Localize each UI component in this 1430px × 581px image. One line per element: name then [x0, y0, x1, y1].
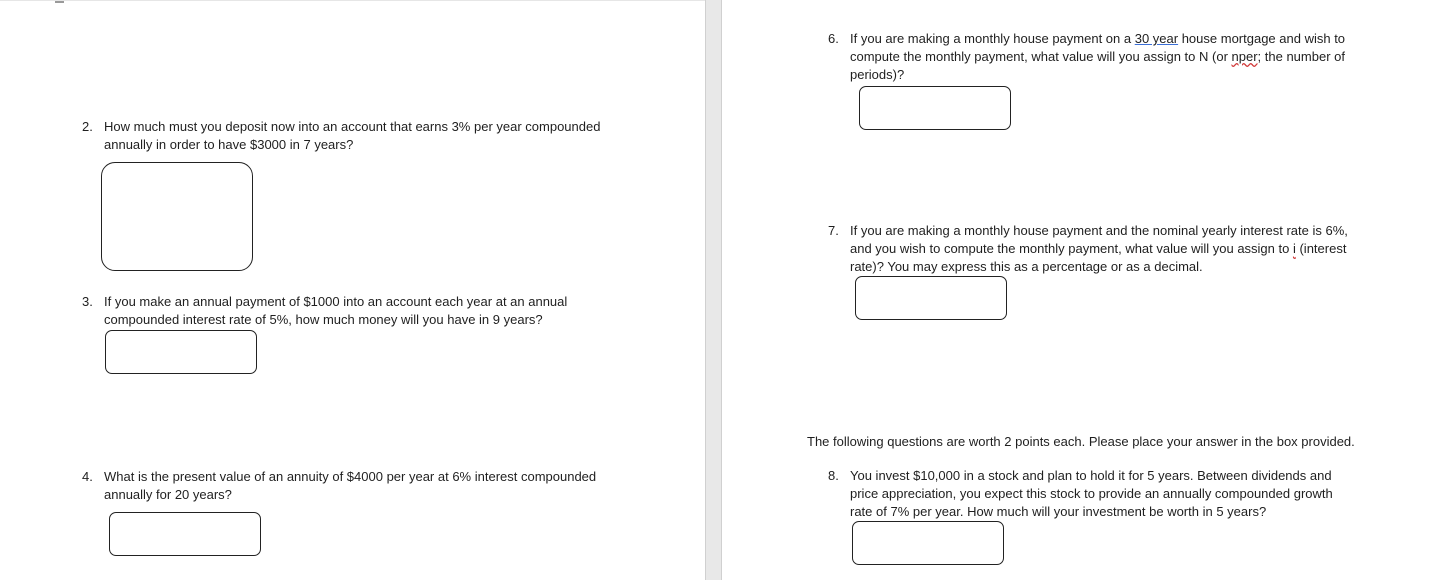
- question-line: rate)? You may express this as a percentage or as a decimal.: [850, 259, 1203, 274]
- underlined-term: 30 year: [1134, 31, 1179, 46]
- question-line: annually in order to have $3000 in 7 years?: [104, 137, 354, 152]
- question-number: 4.: [82, 469, 93, 484]
- text-run: house mortgage and wish to: [1178, 31, 1346, 46]
- question-text: [104, 118, 600, 154]
- question-number: 3.: [82, 294, 93, 309]
- question-line: [850, 48, 1345, 66]
- answer-box-4[interactable]: [109, 512, 261, 556]
- question-line: [850, 30, 1345, 48]
- answer-box-6[interactable]: [859, 86, 1011, 130]
- answer-box-3[interactable]: [105, 330, 257, 374]
- text-run: If you are making a monthly house payment on a: [850, 31, 1135, 46]
- question-text: [104, 468, 596, 504]
- answer-box-2[interactable]: [101, 162, 253, 271]
- question-number: 2.: [82, 119, 93, 134]
- document-page-right: [722, 0, 1430, 580]
- text-run: (interest: [1295, 241, 1347, 256]
- page-edge: [705, 0, 706, 580]
- question-line: If you make an annual payment of $1000 into an account each year at an annual: [104, 294, 568, 309]
- question-line: compounded interest rate of 5%, how much money will you have in 9 years?: [104, 312, 543, 327]
- question-line: How much must you deposit now into an account that earns 3% per year compounded: [104, 119, 601, 134]
- question-line: price appreciation, you expect this stock to provide an annually compounded growth: [850, 486, 1333, 501]
- text-run: compute the monthly payment, what value will you assign to N (or: [850, 49, 1232, 64]
- question-line: periods)?: [850, 67, 905, 82]
- question-text: [850, 222, 1348, 276]
- text-run: and you wish to compute the monthly payment, what value will you assign to: [850, 241, 1293, 256]
- question-number: 8.: [828, 468, 839, 483]
- text-run: ; the number of: [1257, 49, 1345, 64]
- spellcheck-term: i: [1292, 241, 1296, 256]
- question-line: You invest $10,000 in a stock and plan to hold it for 5 years. Between dividends and: [850, 468, 1332, 483]
- document-page-left: [0, 0, 705, 581]
- question-line: [850, 240, 1348, 258]
- question-line: rate of 7% per year. How much will your investment be worth in 5 years?: [850, 504, 1267, 519]
- question-number: 7.: [828, 223, 839, 238]
- page-gutter: [705, 0, 722, 580]
- question-text: [850, 467, 1333, 521]
- points-note: The following questions are worth 2 points each. Please place your answer in the box provided.: [807, 434, 1355, 449]
- ruler-marker: [55, 1, 64, 3]
- question-line: annually for 20 years?: [104, 487, 232, 502]
- answer-box-8[interactable]: [852, 521, 1004, 565]
- question-line: What is the present value of an annuity of $4000 per year at 6% interest compounded: [104, 469, 597, 484]
- question-number: 6.: [828, 31, 839, 46]
- question-text: [850, 30, 1345, 84]
- answer-box-7[interactable]: [855, 276, 1007, 320]
- spellcheck-term: nper: [1231, 49, 1258, 64]
- question-line: If you are making a monthly house payment and the nominal yearly interest rate is 6%,: [850, 223, 1348, 238]
- question-text: [104, 293, 567, 329]
